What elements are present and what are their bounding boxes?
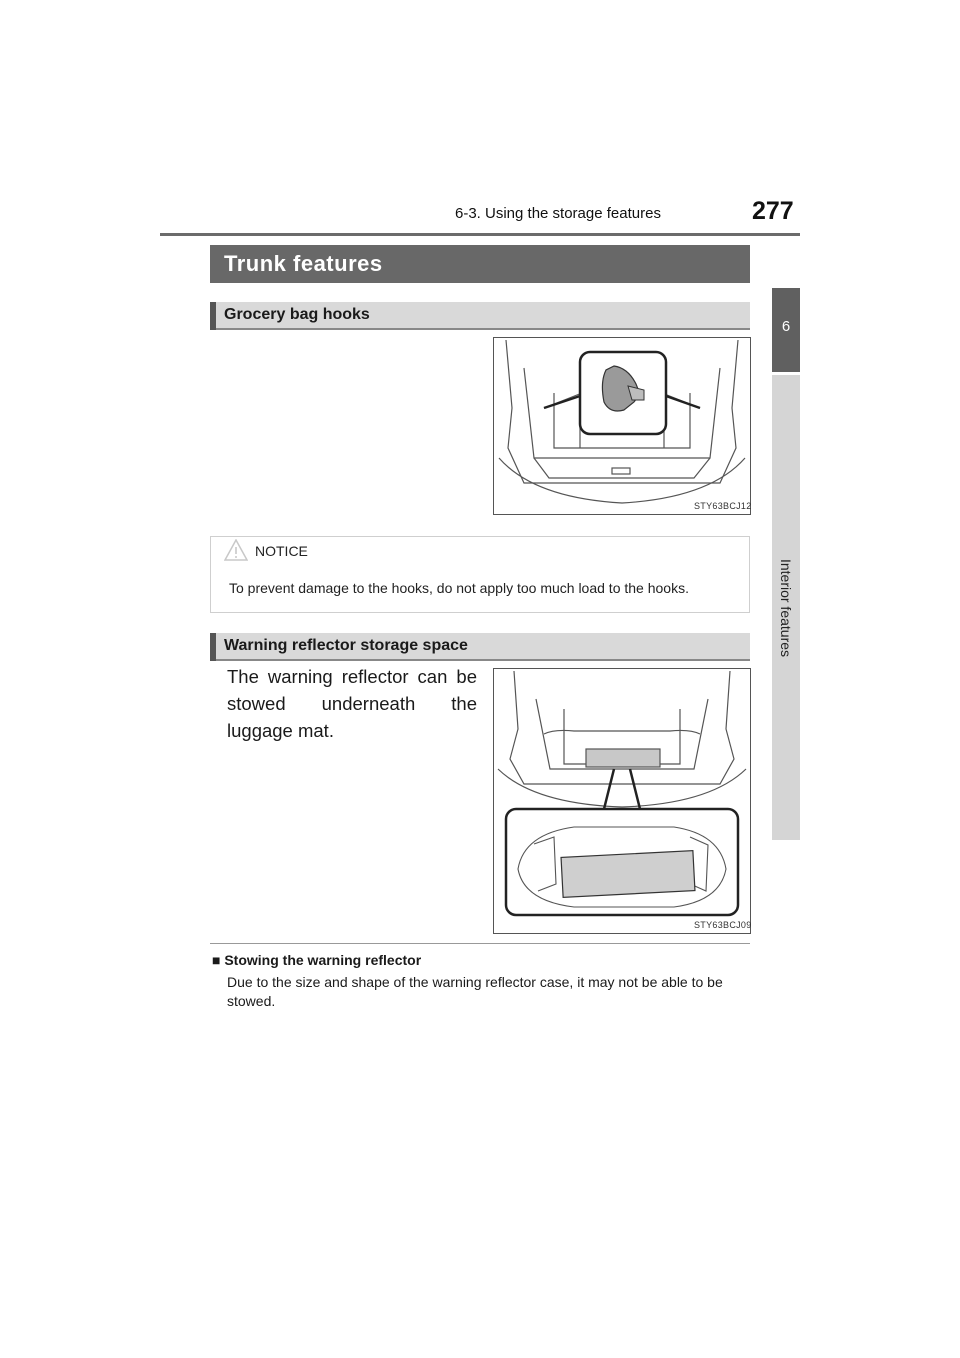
trunk-illustration-icon	[494, 338, 750, 514]
stowing-title: ■ Stowing the warning reflector	[212, 952, 422, 968]
grocery-hook-figure	[493, 337, 751, 515]
chapter-number-tab: 6	[772, 288, 800, 372]
section-heading-grocery: Grocery bag hooks	[224, 306, 370, 323]
reflector-figure	[493, 668, 751, 934]
notice-text: To prevent damage to the hooks, do not apply too much load to the hooks.	[229, 580, 689, 596]
reflector-storage-illustration-icon	[494, 669, 750, 933]
section-heading-marker	[210, 633, 216, 661]
page-number: 277	[752, 197, 794, 225]
figure-code: STY63BCJ12	[694, 501, 752, 511]
section-heading-marker	[210, 302, 216, 330]
chapter-title: Interior features	[778, 558, 794, 658]
reflector-body-text: The warning reflector can be stowed underneath the luggage mat.	[227, 666, 477, 741]
figure-code: STY63BCJ09	[694, 920, 752, 930]
section-divider	[210, 943, 750, 944]
warning-triangle-icon	[224, 539, 248, 566]
stowing-text: Due to the size and shape of the warning reflector case, it may not be able to be stowed.	[227, 974, 723, 1009]
header-rule	[160, 233, 800, 236]
section-header: 6-3. Using the storage features	[455, 205, 661, 222]
section-heading-reflector: Warning reflector storage space	[224, 637, 468, 654]
notice-title: NOTICE	[255, 543, 308, 559]
page-title: Trunk features	[224, 251, 383, 276]
